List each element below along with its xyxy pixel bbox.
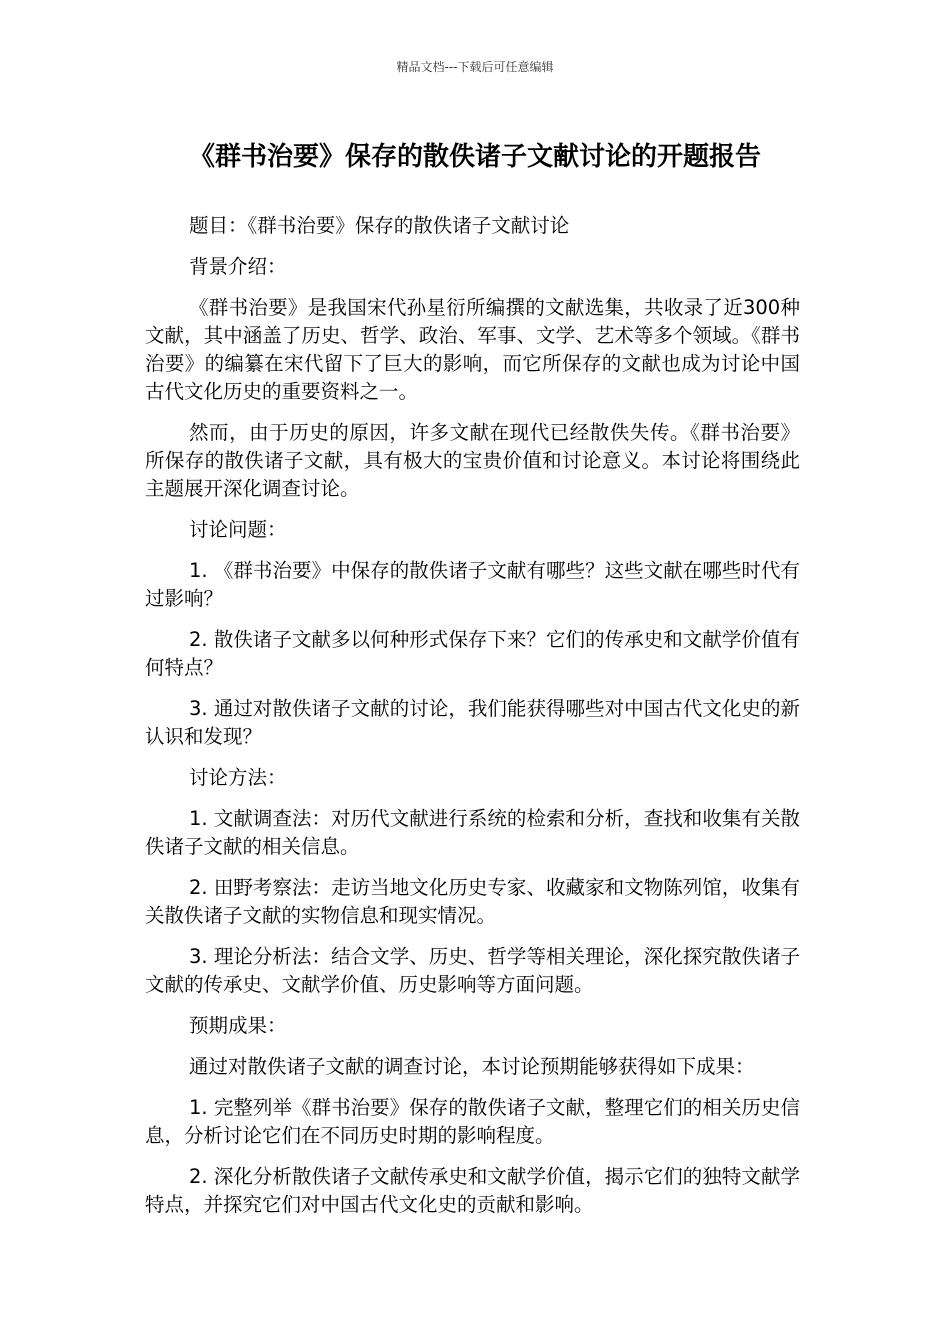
question-item-1: 1. 《群书治要》中保存的散佚诸子文献有哪些？这些文献在哪些时代有过影响？ <box>145 559 800 610</box>
header-note: 精品文档---下载后可任意编辑 <box>396 60 554 74</box>
result-item-2: 2. 深化分析散佚诸子文献传承史和文献学价值，揭示它们的独特文献学特点，并探究它们对中国古代文化史的贡献和影响。 <box>145 1165 800 1216</box>
background-paragraph-1: 《群书治要》是我国宋代孙星衍所编撰的文献选集，共收录了近300种文献，其中涵盖了历史、哲学、政治、军事、文学、艺术等多个领域。《群书治要》的编纂在宋代留下了巨大的影响，而它所保存的文献也成为讨论中国古代文化历史的重要资料之一。 <box>145 296 800 403</box>
section-heading-questions: 讨论问题： <box>189 518 287 541</box>
question-item-3: 3. 通过对散佚诸子文献的讨论，我们能获得哪些对中国古代文化史的新认识和发现？ <box>145 697 800 748</box>
topic-line: 题目：《群书治要》保存的散佚诸子文献讨论 <box>189 214 570 237</box>
method-item-1: 1. 文献调查法：对历代文献进行系统的检索和分析，查找和收集有关散佚诸子文献的相关信息。 <box>145 807 800 858</box>
section-heading-background: 背景介绍： <box>189 255 287 278</box>
document-body <box>145 212 800 1232</box>
results-intro: 通过对散佚诸子文献的调查讨论，本讨论预期能够获得如下成果： <box>189 1055 755 1078</box>
question-item-2: 2. 散佚诸子文献多以何种形式保存下来？它们的传承史和文献学价值有何特点？ <box>145 628 800 679</box>
background-paragraph-2: 然而，由于历史的原因，许多文献在现代已经散佚失传。《群书治要》所保存的散佚诸子文献，具有极大的宝贵价值和讨论意义。本讨论将围绕此主题展开深化调查讨论。 <box>145 421 800 500</box>
result-item-1: 1. 完整列举《群书治要》保存的散佚诸子文献，整理它们的相关历史信息，分析讨论它们在不同历史时期的影响程度。 <box>145 1096 800 1147</box>
section-heading-methods: 讨论方法： <box>189 766 287 789</box>
method-item-3: 3. 理论分析法：结合文学、历史、哲学等相关理论，深化探究散佚诸子文献的传承史、文献学价值、历史影响等方面问题。 <box>145 945 800 996</box>
section-heading-results: 预期成果： <box>189 1014 287 1037</box>
method-item-2: 2. 田野考察法：走访当地文化历史专家、收藏家和文物陈列馆，收集有关散佚诸子文献的实物信息和现实情况。 <box>145 876 800 927</box>
document-title: 《群书治要》保存的散佚诸子文献讨论的开题报告 <box>188 142 761 172</box>
